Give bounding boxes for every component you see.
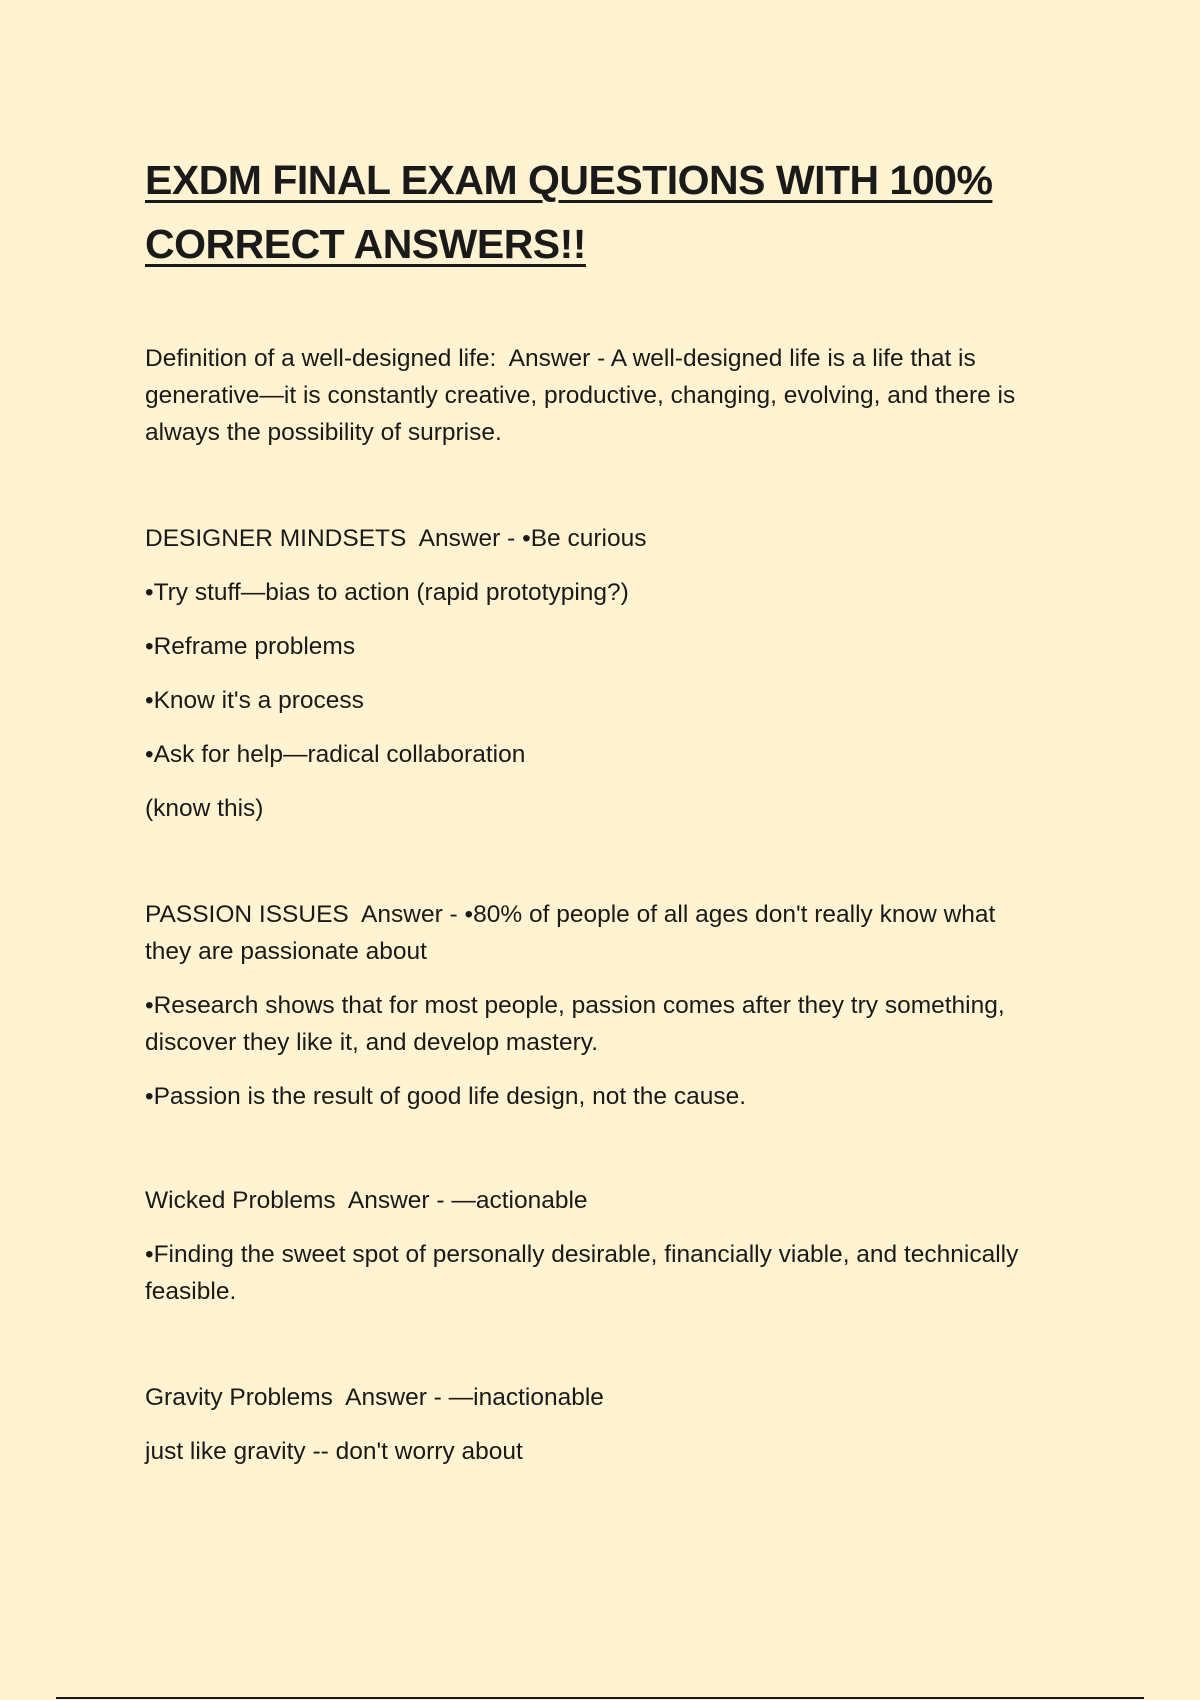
answer-line: (know this) xyxy=(145,795,264,822)
qa-entry xyxy=(145,1182,1045,1219)
answer-text: •Be curious xyxy=(522,525,647,552)
qa-section-1 xyxy=(145,340,1045,451)
document-title xyxy=(145,148,1045,276)
qa-section-5 xyxy=(145,1379,1045,1470)
footer-divider xyxy=(56,1697,1144,1699)
answer-line: •Try stuff—bias to action (rapid prototyping?) xyxy=(145,579,629,606)
answer-line: •Reframe problems xyxy=(145,633,356,660)
answer-label: Answer - xyxy=(418,525,516,552)
question-text: Gravity Problems xyxy=(145,1384,333,1411)
qa-section-2 xyxy=(145,520,1045,827)
qa-section-4 xyxy=(145,1182,1045,1310)
question-text: Wicked Problems xyxy=(145,1187,336,1214)
question-text: Definition of a well-designed life: xyxy=(145,345,497,372)
document-page xyxy=(145,148,1045,1465)
qa-entry xyxy=(145,1379,1045,1416)
qa-entry xyxy=(145,896,1045,970)
title-line-2: CORRECT ANSWERS!! xyxy=(145,221,586,267)
answer-label: Answer - xyxy=(508,345,606,372)
answer-label: Answer - xyxy=(361,901,458,928)
answer-label: Answer - xyxy=(345,1384,442,1411)
answer-label: Answer - xyxy=(347,1187,445,1214)
answer-line: •Finding the sweet spot of personally desirable, financially viable, and technically feasible. xyxy=(145,1241,1019,1305)
answer-text: •80% of people of all ages don't really know what they are passionate about xyxy=(145,901,996,965)
qa-entry xyxy=(145,340,1045,451)
answer-line: •Know it's a process xyxy=(145,687,364,714)
answer-line: •Ask for help—radical collaboration xyxy=(145,741,526,768)
answer-line: •Passion is the result of good life design, not the cause. xyxy=(145,1083,747,1110)
answer-line: just like gravity -- don't worry about xyxy=(145,1438,523,1465)
title-line-1: EXDM FINAL EXAM QUESTIONS WITH 100% xyxy=(145,157,993,203)
qa-entry xyxy=(145,520,1045,557)
question-text: DESIGNER MINDSETS xyxy=(145,525,407,552)
answer-line: •Research shows that for most people, passion comes after they try something, discover they like it, and develop mastery. xyxy=(145,992,1005,1056)
answer-text: —actionable xyxy=(451,1187,588,1214)
answer-text: A well-designed life is a life that is generative—it is constantly creative, productive, changing, evolving, and there is always the possibility of surprise. xyxy=(145,345,1016,446)
question-text: PASSION ISSUES xyxy=(145,901,349,928)
answer-text: —inactionable xyxy=(448,1384,604,1411)
qa-section-3 xyxy=(145,896,1045,1115)
